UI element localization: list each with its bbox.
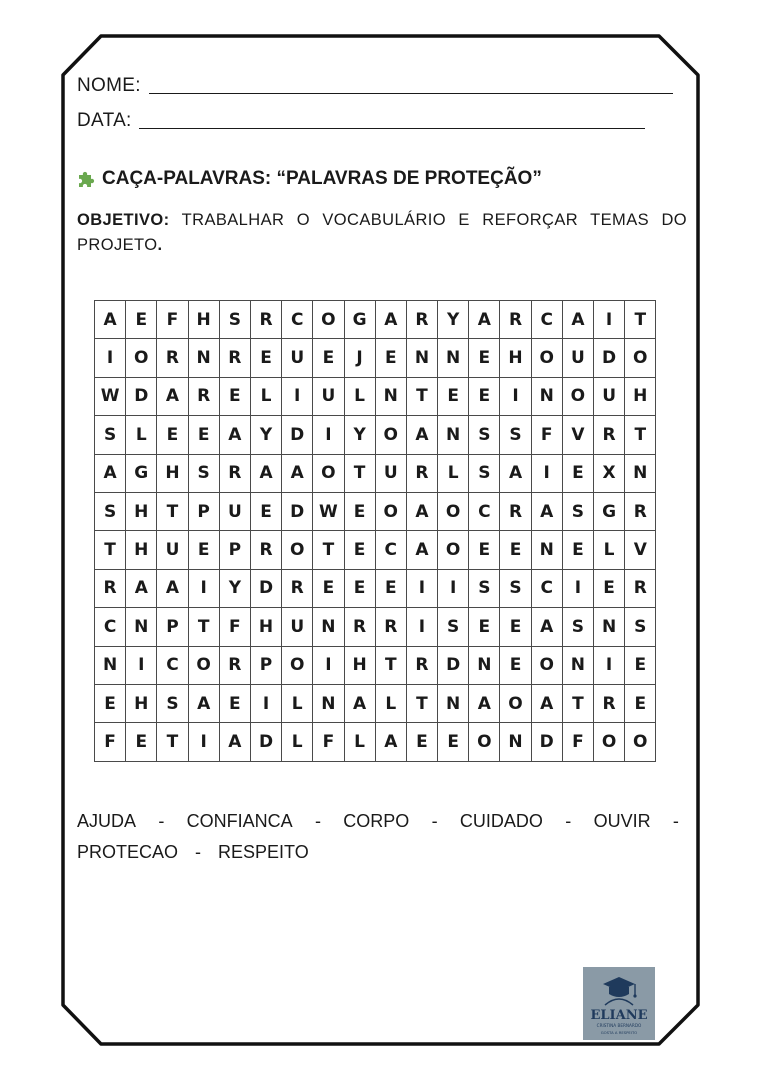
grid-cell[interactable]: A bbox=[406, 492, 437, 530]
grid-cell[interactable]: T bbox=[562, 684, 593, 722]
word-item: CUIDADO bbox=[459, 811, 543, 831]
grid-cell[interactable]: I bbox=[95, 339, 126, 377]
grid-cell[interactable]: R bbox=[500, 301, 531, 339]
grid-cell[interactable]: N bbox=[594, 608, 625, 646]
grid-cell[interactable]: N bbox=[375, 377, 406, 415]
grid-cell[interactable]: E bbox=[469, 608, 500, 646]
grid-cell[interactable]: H bbox=[157, 454, 188, 492]
grid-row bbox=[95, 339, 656, 377]
grid-cell[interactable]: I bbox=[406, 608, 437, 646]
grid-cell[interactable]: O bbox=[438, 531, 469, 569]
grid-cell[interactable]: A bbox=[500, 454, 531, 492]
graduation-cap-icon bbox=[603, 977, 637, 1005]
word-item: AJUDA bbox=[77, 811, 137, 831]
grid-cell[interactable]: R bbox=[250, 301, 281, 339]
grid-cell[interactable]: O bbox=[531, 339, 562, 377]
grid-cell[interactable]: S bbox=[157, 684, 188, 722]
grid-cell[interactable]: S bbox=[500, 569, 531, 607]
grid-row bbox=[95, 416, 656, 454]
grid-cell[interactable]: D bbox=[250, 569, 281, 607]
grid-cell[interactable]: E bbox=[344, 531, 375, 569]
grid-cell[interactable]: E bbox=[500, 531, 531, 569]
grid-row bbox=[95, 646, 656, 684]
grid-cell[interactable]: N bbox=[438, 684, 469, 722]
grid-cell[interactable]: O bbox=[313, 301, 344, 339]
grid-row bbox=[95, 684, 656, 722]
objective-label: OBJETIVO: bbox=[77, 211, 170, 229]
grid-cell[interactable]: I bbox=[594, 301, 625, 339]
grid-cell[interactable]: A bbox=[157, 569, 188, 607]
author-logo bbox=[583, 967, 655, 1040]
grid-cell[interactable]: G bbox=[594, 492, 625, 530]
grid-cell[interactable]: S bbox=[500, 416, 531, 454]
grid-cell[interactable]: E bbox=[406, 723, 437, 761]
grid-cell[interactable]: U bbox=[282, 608, 313, 646]
grid-cell[interactable]: N bbox=[313, 684, 344, 722]
grid-cell[interactable]: C bbox=[531, 569, 562, 607]
grid-cell[interactable]: S bbox=[188, 454, 219, 492]
name-field[interactable] bbox=[77, 75, 141, 97]
logo-tagline: GOSTA A RESPEITO bbox=[600, 1030, 638, 1035]
grid-cell[interactable]: S bbox=[562, 492, 593, 530]
grid-cell[interactable]: E bbox=[625, 646, 656, 684]
grid-cell[interactable]: E bbox=[188, 416, 219, 454]
grid-cell[interactable]: I bbox=[406, 569, 437, 607]
grid-cell[interactable]: O bbox=[625, 723, 656, 761]
grid-cell[interactable]: E bbox=[562, 531, 593, 569]
grid-cell[interactable]: E bbox=[95, 684, 126, 722]
grid-row bbox=[95, 454, 656, 492]
grid-cell[interactable]: F bbox=[313, 723, 344, 761]
grid-cell[interactable]: S bbox=[219, 301, 250, 339]
grid-cell[interactable]: L bbox=[250, 377, 281, 415]
word-item: CONFIANCA bbox=[186, 811, 293, 831]
grid-cell[interactable]: E bbox=[500, 646, 531, 684]
grid-cell[interactable]: P bbox=[219, 531, 250, 569]
grid-cell[interactable]: A bbox=[375, 723, 406, 761]
grid-cell[interactable]: F bbox=[157, 301, 188, 339]
logo-name: ELIANE bbox=[590, 1008, 648, 1023]
grid-cell[interactable]: S bbox=[625, 608, 656, 646]
grid-cell[interactable]: C bbox=[157, 646, 188, 684]
grid-cell[interactable]: L bbox=[438, 454, 469, 492]
grid-cell[interactable]: W bbox=[313, 492, 344, 530]
grid-cell[interactable]: A bbox=[469, 301, 500, 339]
grid-cell[interactable]: P bbox=[157, 608, 188, 646]
word-item: CORPO bbox=[343, 811, 410, 831]
grid-cell[interactable]: L bbox=[282, 723, 313, 761]
grid-row bbox=[95, 531, 656, 569]
grid-cell[interactable]: A bbox=[469, 684, 500, 722]
grid-cell[interactable]: I bbox=[594, 646, 625, 684]
grid-cell[interactable]: S bbox=[438, 608, 469, 646]
grid-cell[interactable]: A bbox=[95, 301, 126, 339]
grid-cell[interactable]: O bbox=[594, 723, 625, 761]
grid-row bbox=[95, 492, 656, 530]
date-field[interactable] bbox=[77, 110, 132, 132]
grid-cell[interactable]: A bbox=[531, 684, 562, 722]
grid-cell[interactable]: O bbox=[188, 646, 219, 684]
grid-cell[interactable]: A bbox=[219, 723, 250, 761]
grid-cell[interactable]: U bbox=[157, 531, 188, 569]
grid-cell[interactable]: E bbox=[126, 723, 157, 761]
grid-cell[interactable]: C bbox=[531, 301, 562, 339]
grid-cell[interactable]: A bbox=[157, 377, 188, 415]
grid-cell[interactable]: T bbox=[406, 377, 437, 415]
grid-cell[interactable]: D bbox=[282, 416, 313, 454]
word-item: PROTECAO bbox=[77, 842, 179, 862]
grid-cell[interactable]: I bbox=[562, 569, 593, 607]
grid-cell[interactable]: O bbox=[531, 646, 562, 684]
grid-cell[interactable]: I bbox=[438, 569, 469, 607]
grid-cell[interactable]: R bbox=[219, 454, 250, 492]
grid-row bbox=[95, 608, 656, 646]
grid-cell[interactable]: T bbox=[344, 454, 375, 492]
grid-cell[interactable]: U bbox=[594, 377, 625, 415]
grid-cell[interactable]: O bbox=[625, 339, 656, 377]
grid-cell[interactable]: I bbox=[250, 684, 281, 722]
grid-cell[interactable]: L bbox=[126, 416, 157, 454]
grid-cell[interactable]: E bbox=[250, 339, 281, 377]
worksheet-title bbox=[77, 168, 542, 190]
logo-subtitle: CRISTINA BERNARDO bbox=[596, 1023, 642, 1028]
word-search-grid bbox=[94, 300, 656, 762]
grid-cell[interactable]: E bbox=[438, 377, 469, 415]
grid-cell[interactable]: E bbox=[126, 301, 157, 339]
word-separator: - bbox=[158, 811, 165, 831]
grid-cell[interactable]: O bbox=[126, 339, 157, 377]
grid-cell[interactable]: H bbox=[250, 608, 281, 646]
grid-cell[interactable]: E bbox=[625, 684, 656, 722]
grid-cell[interactable]: Y bbox=[250, 416, 281, 454]
grid-cell[interactable]: V bbox=[625, 531, 656, 569]
grid-cell[interactable]: Y bbox=[344, 416, 375, 454]
word-separator: - bbox=[195, 842, 202, 862]
grid-cell[interactable]: C bbox=[95, 608, 126, 646]
grid-row bbox=[95, 377, 656, 415]
grid-cell[interactable]: H bbox=[344, 646, 375, 684]
grid-cell[interactable]: T bbox=[625, 301, 656, 339]
grid-cell[interactable]: E bbox=[469, 377, 500, 415]
grid-cell[interactable]: T bbox=[95, 531, 126, 569]
grid-cell[interactable]: O bbox=[562, 377, 593, 415]
grid-cell[interactable]: C bbox=[469, 492, 500, 530]
puzzle-icon bbox=[77, 169, 97, 189]
grid-cell[interactable]: O bbox=[500, 684, 531, 722]
grid-cell[interactable]: N bbox=[562, 646, 593, 684]
grid-cell[interactable]: A bbox=[531, 608, 562, 646]
grid-cell[interactable]: O bbox=[375, 416, 406, 454]
grid-cell[interactable]: L bbox=[375, 684, 406, 722]
grid-cell[interactable]: N bbox=[469, 646, 500, 684]
grid-cell[interactable]: U bbox=[282, 339, 313, 377]
grid-cell[interactable]: E bbox=[438, 723, 469, 761]
grid-cell[interactable]: W bbox=[95, 377, 126, 415]
grid-cell[interactable]: S bbox=[469, 569, 500, 607]
grid-cell[interactable]: E bbox=[219, 684, 250, 722]
logo-graphic bbox=[583, 967, 655, 1040]
title-text: CAÇA-PALAVRAS: “PALAVRAS DE PROTEÇÃO” bbox=[102, 168, 542, 189]
name-label: NOME: bbox=[77, 75, 141, 96]
grid-cell[interactable]: Y bbox=[438, 301, 469, 339]
grid-cell[interactable]: N bbox=[406, 339, 437, 377]
grid-cell[interactable]: E bbox=[469, 531, 500, 569]
grid-cell[interactable]: H bbox=[188, 301, 219, 339]
grid-cell[interactable]: N bbox=[625, 454, 656, 492]
grid-cell[interactable]: U bbox=[313, 377, 344, 415]
word-item: OUVIR bbox=[593, 811, 651, 831]
grid-cell[interactable]: A bbox=[188, 684, 219, 722]
grid-cell[interactable]: R bbox=[188, 377, 219, 415]
grid-cell[interactable]: O bbox=[313, 454, 344, 492]
grid-cell[interactable]: A bbox=[406, 531, 437, 569]
grid-cell[interactable]: X bbox=[594, 454, 625, 492]
grid-cell[interactable]: N bbox=[126, 608, 157, 646]
grid-cell[interactable]: L bbox=[282, 684, 313, 722]
grid-cell[interactable]: N bbox=[500, 723, 531, 761]
grid-cell[interactable]: C bbox=[375, 531, 406, 569]
grid-cell[interactable]: R bbox=[250, 531, 281, 569]
grid-cell[interactable]: I bbox=[500, 377, 531, 415]
grid-cell[interactable]: N bbox=[531, 377, 562, 415]
word-separator: - bbox=[431, 811, 438, 831]
grid-cell[interactable]: G bbox=[344, 301, 375, 339]
date-label: DATA: bbox=[77, 110, 132, 131]
word-list-row-2 bbox=[77, 837, 679, 868]
grid-cell[interactable]: E bbox=[344, 492, 375, 530]
grid-cell[interactable]: D bbox=[438, 646, 469, 684]
grid-cell[interactable]: S bbox=[95, 492, 126, 530]
objective bbox=[77, 208, 687, 258]
grid-cell[interactable]: T bbox=[157, 492, 188, 530]
grid-cell[interactable]: D bbox=[594, 339, 625, 377]
grid-cell[interactable]: O bbox=[438, 492, 469, 530]
grid-cell[interactable]: S bbox=[95, 416, 126, 454]
grid-cell[interactable]: R bbox=[157, 339, 188, 377]
grid-cell[interactable]: L bbox=[594, 531, 625, 569]
grid-cell[interactable]: O bbox=[282, 531, 313, 569]
grid-cell[interactable]: A bbox=[562, 301, 593, 339]
grid-cell[interactable]: C bbox=[282, 301, 313, 339]
grid-cell[interactable]: H bbox=[126, 531, 157, 569]
grid-cell[interactable]: R bbox=[500, 492, 531, 530]
grid-cell[interactable]: I bbox=[126, 646, 157, 684]
grid-cell[interactable]: F bbox=[95, 723, 126, 761]
grid-cell[interactable]: R bbox=[594, 416, 625, 454]
word-separator: - bbox=[565, 811, 572, 831]
grid-cell[interactable]: E bbox=[188, 531, 219, 569]
date-line[interactable] bbox=[139, 128, 645, 129]
name-line[interactable] bbox=[149, 93, 673, 94]
grid-cell[interactable]: N bbox=[531, 531, 562, 569]
grid-cell[interactable]: F bbox=[562, 723, 593, 761]
grid-cell[interactable]: D bbox=[282, 492, 313, 530]
grid-cell[interactable]: N bbox=[438, 416, 469, 454]
grid-cell[interactable]: R bbox=[406, 301, 437, 339]
grid-cell[interactable]: U bbox=[219, 492, 250, 530]
grid-cell[interactable]: S bbox=[469, 416, 500, 454]
grid-cell[interactable]: R bbox=[219, 646, 250, 684]
grid-cell[interactable]: O bbox=[282, 646, 313, 684]
word-separator: - bbox=[672, 811, 679, 831]
grid-cell[interactable]: E bbox=[344, 569, 375, 607]
grid-cell[interactable]: R bbox=[625, 569, 656, 607]
word-item: RESPEITO bbox=[218, 842, 309, 862]
grid-cell[interactable]: R bbox=[406, 454, 437, 492]
grid-cell[interactable]: I bbox=[282, 377, 313, 415]
objective-text: TRABALHAR O VOCABULÁRIO E REFORÇAR TEMAS DO PROJETO bbox=[77, 211, 687, 254]
grid-cell[interactable]: A bbox=[375, 301, 406, 339]
grid-cell[interactable]: D bbox=[126, 377, 157, 415]
grid-cell[interactable]: H bbox=[625, 377, 656, 415]
grid-cell[interactable]: T bbox=[406, 684, 437, 722]
word-list-row-1 bbox=[77, 806, 679, 837]
grid-cell[interactable]: A bbox=[126, 569, 157, 607]
grid-cell[interactable]: A bbox=[95, 454, 126, 492]
grid-cell[interactable]: H bbox=[500, 339, 531, 377]
grid-cell[interactable]: R bbox=[406, 646, 437, 684]
grid-cell[interactable]: U bbox=[375, 454, 406, 492]
grid-cell[interactable]: P bbox=[188, 492, 219, 530]
grid-cell[interactable]: A bbox=[344, 684, 375, 722]
grid-cell[interactable]: I bbox=[188, 569, 219, 607]
grid-cell[interactable]: T bbox=[625, 416, 656, 454]
grid-cell[interactable]: T bbox=[313, 531, 344, 569]
grid-cell[interactable]: N bbox=[438, 339, 469, 377]
grid-cell[interactable]: H bbox=[126, 684, 157, 722]
grid-cell[interactable]: R bbox=[219, 339, 250, 377]
grid-cell[interactable]: E bbox=[469, 339, 500, 377]
grid-cell[interactable]: R bbox=[375, 608, 406, 646]
grid-cell[interactable]: R bbox=[95, 569, 126, 607]
grid-cell[interactable]: D bbox=[250, 723, 281, 761]
grid-cell[interactable]: E bbox=[562, 454, 593, 492]
grid-cell[interactable]: R bbox=[625, 492, 656, 530]
grid-cell[interactable]: S bbox=[562, 608, 593, 646]
grid-cell[interactable]: T bbox=[157, 723, 188, 761]
grid-cell[interactable]: I bbox=[531, 454, 562, 492]
grid-cell[interactable]: E bbox=[594, 569, 625, 607]
grid-cell[interactable]: R bbox=[594, 684, 625, 722]
grid-cell[interactable]: E bbox=[219, 377, 250, 415]
grid-cell[interactable]: E bbox=[157, 416, 188, 454]
grid-cell[interactable]: E bbox=[313, 569, 344, 607]
grid-cell[interactable]: O bbox=[469, 723, 500, 761]
grid-cell[interactable]: F bbox=[531, 416, 562, 454]
word-separator: - bbox=[314, 811, 321, 831]
grid-row bbox=[95, 301, 656, 339]
grid-cell[interactable]: R bbox=[344, 608, 375, 646]
grid-cell[interactable]: V bbox=[562, 416, 593, 454]
word-list bbox=[77, 806, 679, 868]
grid-cell[interactable]: I bbox=[313, 646, 344, 684]
grid-cell[interactable]: G bbox=[126, 454, 157, 492]
objective-period: . bbox=[157, 236, 163, 254]
grid-cell[interactable]: I bbox=[313, 416, 344, 454]
grid-cell[interactable]: O bbox=[375, 492, 406, 530]
grid-cell[interactable]: U bbox=[562, 339, 593, 377]
grid-row bbox=[95, 569, 656, 607]
grid-cell[interactable]: R bbox=[282, 569, 313, 607]
grid-cell[interactable]: E bbox=[500, 608, 531, 646]
grid-cell[interactable]: A bbox=[282, 454, 313, 492]
grid-cell[interactable]: E bbox=[375, 569, 406, 607]
grid-cell[interactable]: P bbox=[250, 646, 281, 684]
grid-cell[interactable]: N bbox=[188, 339, 219, 377]
grid-cell[interactable]: E bbox=[375, 339, 406, 377]
grid-cell[interactable]: F bbox=[219, 608, 250, 646]
grid-cell[interactable]: D bbox=[531, 723, 562, 761]
grid-cell[interactable]: A bbox=[219, 416, 250, 454]
grid-cell[interactable]: N bbox=[95, 646, 126, 684]
grid-cell[interactable]: A bbox=[250, 454, 281, 492]
grid-cell[interactable]: S bbox=[469, 454, 500, 492]
grid-cell[interactable]: L bbox=[344, 377, 375, 415]
grid-cell[interactable]: J bbox=[344, 339, 375, 377]
grid-cell[interactable]: T bbox=[188, 608, 219, 646]
grid-cell[interactable]: A bbox=[531, 492, 562, 530]
grid-cell[interactable]: T bbox=[375, 646, 406, 684]
grid-cell[interactable]: E bbox=[250, 492, 281, 530]
grid-cell[interactable]: N bbox=[313, 608, 344, 646]
grid-cell[interactable]: E bbox=[313, 339, 344, 377]
grid-cell[interactable]: L bbox=[344, 723, 375, 761]
grid-cell[interactable]: A bbox=[406, 416, 437, 454]
grid-cell[interactable]: H bbox=[126, 492, 157, 530]
grid-row bbox=[95, 723, 656, 761]
grid-cell[interactable]: I bbox=[188, 723, 219, 761]
grid-cell[interactable]: Y bbox=[219, 569, 250, 607]
